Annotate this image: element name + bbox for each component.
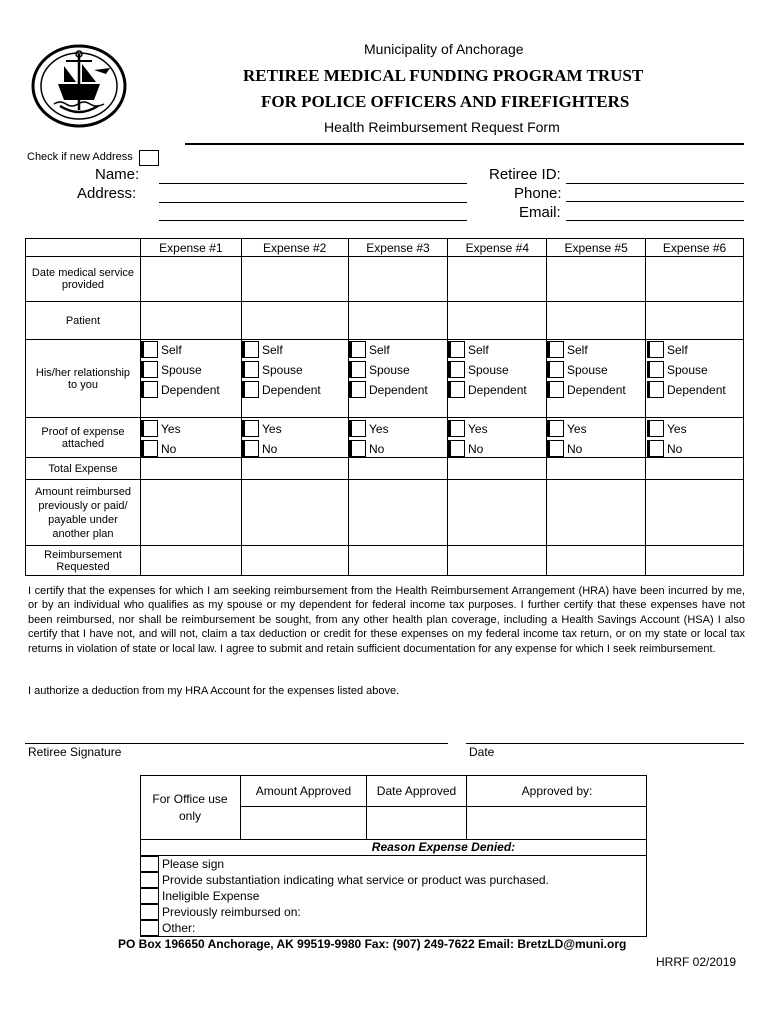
denial-reason-checkbox[interactable]: [140, 872, 159, 888]
reason-denied-heading: Reason Expense Denied:: [371, 840, 516, 854]
authorization-text: I authorize a deduction from my HRA Account for the expenses listed above.: [28, 685, 400, 697]
proof-no-checkbox[interactable]: [349, 440, 366, 457]
address-label: Address:: [77, 185, 137, 202]
denial-reason-label: Ineligible Expense: [162, 889, 260, 903]
requested-cell[interactable]: [241, 546, 348, 576]
retiree-signature-field[interactable]: [25, 743, 448, 744]
relationship-spouse-label: Spouse: [567, 363, 608, 377]
denial-reason-label: Previously reimbursed on:: [162, 905, 301, 919]
total-cell[interactable]: [547, 458, 646, 480]
proof-no-label: No: [468, 442, 484, 456]
amount-approved-label: Amount Approved: [255, 784, 352, 798]
patient-cell[interactable]: [646, 302, 744, 340]
proof-yes-checkbox[interactable]: [647, 420, 664, 437]
proof-no-checkbox[interactable]: [448, 440, 465, 457]
table-corner: [26, 239, 141, 257]
row-label-date-service: Date medical service provided: [26, 257, 141, 302]
relationship-self-label: Self: [161, 343, 182, 357]
relationship-dependent-checkbox[interactable]: [349, 381, 366, 398]
column-header-expense-3: Expense #3: [348, 239, 448, 257]
reimbursed-previously-cell[interactable]: [547, 480, 646, 546]
form-subtitle: Health Reimbursement Request Form: [324, 119, 560, 135]
row-label-total: Total Expense: [26, 458, 141, 480]
total-cell[interactable]: [140, 458, 241, 480]
relationship-self-label: Self: [667, 343, 688, 357]
proof-no-checkbox[interactable]: [141, 440, 158, 457]
relationship-self-checkbox[interactable]: [647, 341, 664, 358]
header-divider: [185, 143, 744, 145]
row-label-proof: Proof of expense attached: [26, 418, 141, 458]
relationship-spouse-checkbox[interactable]: [141, 361, 158, 378]
relationship-spouse-checkbox[interactable]: [647, 361, 664, 378]
row-label-reimbursed-previously: Amount reimbursed previously or paid/ payable under another plan: [26, 480, 141, 546]
denial-reason-checkbox[interactable]: [140, 904, 159, 920]
approved-by-label: Approved by:: [521, 784, 593, 798]
relationship-self-checkbox[interactable]: [141, 341, 158, 358]
relationship-self-label: Self: [567, 343, 588, 357]
requested-cell[interactable]: [547, 546, 646, 576]
name-field[interactable]: [159, 183, 467, 184]
footer-contact: PO Box 196650 Anchorage, AK 99519-9980 Fax: (907) 249-7622 Email: BretzLD@muni.org: [118, 937, 627, 951]
proof-yes-checkbox[interactable]: [547, 420, 564, 437]
relationship-self-checkbox[interactable]: [547, 341, 564, 358]
relationship-dependent-checkbox[interactable]: [448, 381, 465, 398]
patient-cell[interactable]: [140, 302, 241, 340]
date-service-cell[interactable]: [646, 257, 744, 302]
reimbursed-previously-cell[interactable]: [646, 480, 744, 546]
row-label-reimbursement-requested: Reimbursement Requested: [26, 546, 141, 576]
office-use-label: For Office use only: [152, 792, 228, 823]
relationship-dependent-checkbox[interactable]: [647, 381, 664, 398]
total-cell[interactable]: [646, 458, 744, 480]
phone-field[interactable]: [566, 201, 744, 202]
relationship-spouse-label: Spouse: [468, 363, 509, 377]
date-approved-field[interactable]: [367, 807, 466, 839]
address-field-line2[interactable]: [159, 220, 467, 221]
denial-reason-label: Please sign: [162, 857, 225, 871]
relationship-spouse-label: Spouse: [369, 363, 410, 377]
denial-reason-label: Provide substantiation indicating what service or product was purchased.: [162, 873, 549, 887]
proof-no-label: No: [161, 442, 177, 456]
date-service-cell[interactable]: [448, 257, 547, 302]
proof-yes-label: Yes: [161, 422, 181, 436]
relationship-dependent-label: Dependent: [667, 383, 726, 397]
reimbursed-previously-cell[interactable]: [241, 480, 348, 546]
row-label-relationship: His/her relationship to you: [26, 340, 141, 418]
reimbursed-previously-cell[interactable]: [140, 480, 241, 546]
signature-date-field[interactable]: [466, 743, 744, 744]
relationship-self-checkbox[interactable]: [349, 341, 366, 358]
address-field-line1[interactable]: [159, 202, 467, 203]
relationship-self-label: Self: [369, 343, 390, 357]
total-cell[interactable]: [241, 458, 348, 480]
relationship-dependent-label: Dependent: [161, 383, 220, 397]
relationship-self-checkbox[interactable]: [242, 341, 259, 358]
total-cell[interactable]: [448, 458, 547, 480]
name-label: Name:: [95, 166, 140, 183]
amount-approved-field[interactable]: [241, 807, 366, 839]
relationship-dependent-label: Dependent: [262, 383, 321, 397]
relationship-spouse-checkbox[interactable]: [242, 361, 259, 378]
relationship-spouse-label: Spouse: [161, 363, 202, 377]
proof-no-checkbox[interactable]: [242, 440, 259, 457]
row-label-patient: Patient: [26, 302, 141, 340]
denial-reason-label: Other:: [162, 921, 196, 935]
patient-cell[interactable]: [547, 302, 646, 340]
email-label: Email:: [519, 204, 561, 221]
proof-no-label: No: [567, 442, 583, 456]
requested-cell[interactable]: [448, 546, 547, 576]
denial-reason-checkbox[interactable]: [140, 888, 159, 904]
form-title-line1: RETIREE MEDICAL FUNDING PROGRAM TRUST: [243, 66, 644, 85]
relationship-dependent-checkbox[interactable]: [141, 381, 158, 398]
certification-text: I certify that the expenses for which I am seeking reimbursement from the Health Reimbursement Arrangement (HRA) have been incurred by me, or by an individual who qualifies as my spouse or my dependent for federal income tax purposes. I further certify that these expenses have not been reimbursed, nor shall be reimbursement be sought, from any other health plan coverage, including a Health Savings Account (HSA) I also certify that I have not, and will not, claim a tax deduction or credit for these expenses on my federal income tax return, or on my state or local tax returns in violation of state or local law. I agree to submit and retain sufficient documentation for any expense for which I seek reimbursement.: [28, 585, 745, 655]
proof-no-checkbox[interactable]: [547, 440, 564, 457]
column-header-expense-6: Expense #6: [646, 239, 744, 257]
signature-date-label: Date: [469, 745, 495, 759]
date-service-cell[interactable]: [140, 257, 241, 302]
relationship-dependent-checkbox[interactable]: [242, 381, 259, 398]
patient-cell[interactable]: [241, 302, 348, 340]
denial-reason-checkbox[interactable]: [140, 920, 159, 936]
expense-table: [25, 238, 744, 576]
proof-yes-checkbox[interactable]: [448, 420, 465, 437]
denial-reason-checkbox[interactable]: [140, 856, 159, 872]
column-header-expense-1: Expense #1: [140, 239, 241, 257]
reimbursed-previously-cell[interactable]: [348, 480, 448, 546]
proof-yes-checkbox[interactable]: [349, 420, 366, 437]
reimbursed-previously-cell[interactable]: [448, 480, 547, 546]
relationship-self-checkbox[interactable]: [448, 341, 465, 358]
phone-label: Phone:: [514, 185, 562, 202]
relationship-self-label: Self: [262, 343, 283, 357]
requested-cell[interactable]: [646, 546, 744, 576]
relationship-spouse-label: Spouse: [262, 363, 303, 377]
approved-by-field[interactable]: [467, 807, 647, 839]
relationship-dependent-label: Dependent: [369, 383, 428, 397]
proof-no-label: No: [667, 442, 683, 456]
date-service-cell[interactable]: [241, 257, 348, 302]
proof-yes-label: Yes: [567, 422, 587, 436]
proof-no-checkbox[interactable]: [647, 440, 664, 457]
form-title-line2: FOR POLICE OFFICERS AND FIREFIGHTERS: [261, 92, 630, 111]
relationship-dependent-label: Dependent: [567, 383, 626, 397]
email-field[interactable]: [566, 220, 744, 221]
reason-divider: [140, 855, 647, 856]
column-header-expense-4: Expense #4: [448, 239, 547, 257]
relationship-spouse-checkbox[interactable]: [448, 361, 465, 378]
requested-cell[interactable]: [348, 546, 448, 576]
municipal-seal-logo: [30, 44, 128, 128]
relationship-spouse-label: Spouse: [667, 363, 708, 377]
new-address-checkbox[interactable]: [139, 150, 159, 166]
column-header-expense-5: Expense #5: [547, 239, 646, 257]
proof-yes-label: Yes: [262, 422, 282, 436]
proof-no-label: No: [262, 442, 278, 456]
proof-yes-label: Yes: [468, 422, 488, 436]
retiree-id-label: Retiree ID:: [489, 166, 561, 183]
relationship-spouse-checkbox[interactable]: [349, 361, 366, 378]
column-header-expense-2: Expense #2: [241, 239, 348, 257]
municipality-name: Municipality of Anchorage: [364, 41, 524, 57]
relationship-dependent-label: Dependent: [468, 383, 527, 397]
relationship-self-label: Self: [468, 343, 489, 357]
relationship-dependent-checkbox[interactable]: [547, 381, 564, 398]
retiree-id-field[interactable]: [566, 183, 744, 184]
proof-yes-label: Yes: [667, 422, 687, 436]
patient-cell[interactable]: [448, 302, 547, 340]
proof-yes-checkbox[interactable]: [242, 420, 259, 437]
form-code: HRRF 02/2019: [656, 955, 737, 969]
relationship-spouse-checkbox[interactable]: [547, 361, 564, 378]
retiree-signature-label: Retiree Signature: [28, 745, 122, 759]
date-approved-label: Date Approved: [376, 784, 457, 798]
date-service-cell[interactable]: [348, 257, 448, 302]
proof-no-label: No: [369, 442, 385, 456]
patient-cell[interactable]: [348, 302, 448, 340]
proof-yes-label: Yes: [369, 422, 389, 436]
total-cell[interactable]: [348, 458, 448, 480]
proof-yes-checkbox[interactable]: [141, 420, 158, 437]
date-service-cell[interactable]: [547, 257, 646, 302]
requested-cell[interactable]: [140, 546, 241, 576]
new-address-label: Check if new Address: [27, 151, 133, 163]
